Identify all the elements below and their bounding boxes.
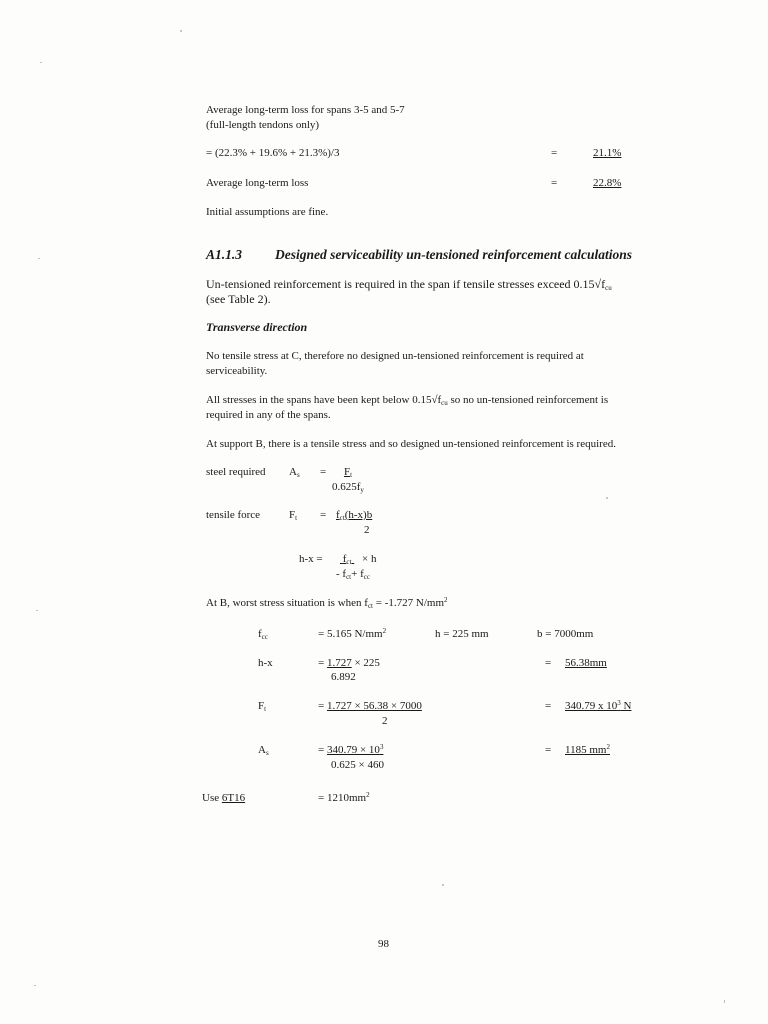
equals-sign: = (551, 177, 558, 189)
avg-overall-value: 22.8% (593, 177, 622, 189)
para2-line2: required in any of the spans. (206, 409, 331, 421)
hx-numerator: $f_{ct}$ (342, 553, 352, 566)
ft-calc-symbol: $F_t$ (258, 700, 267, 713)
equals-sign: = (320, 509, 327, 521)
hx-calc-denominator: 6.892 (331, 671, 356, 683)
hx-symbol: h-x (258, 657, 273, 669)
tensile-denominator: 2 (364, 524, 370, 536)
subheading: Transverse direction (206, 320, 308, 334)
tensile-numerator: $f_{ct}(h-x)b$ (336, 509, 373, 522)
as-calc-symbol: $A_s$ (258, 744, 269, 757)
para1-line2: serviceability. (206, 365, 268, 377)
equals-sign: = (320, 466, 327, 478)
avg-spans-line1: Average long-term loss for spans 3-5 and 5-7 (206, 104, 405, 116)
ft-result: 340.79 x $10^3$ N (565, 699, 632, 712)
worst-stress-line: At B, worst stress situation is when $f_{ct} = -1.727$ $N/mm^2$ (206, 596, 448, 610)
intro-paragraph-line2: (see Table 2). (206, 292, 271, 306)
hx-result: 56.38mm (565, 657, 607, 669)
use-label: Use 6T16 (202, 792, 246, 804)
ft-calc-denominator: 2 (382, 715, 388, 727)
as-symbol: $A_s$ (289, 466, 300, 479)
fcc-value: = 5.165 $N/mm^2$ (318, 627, 387, 640)
para1-line1: No tensile stress at C, therefore no designed un-tensioned reinforcement is required at (206, 350, 584, 362)
equals-sign: = (551, 147, 558, 159)
hx-calc-numerator: = 1.727 × 225 (318, 657, 380, 669)
avg-spans-line2: (full-length tendons only) (206, 119, 320, 131)
avg-spans-value: 21.1% (593, 147, 622, 159)
avg-formula: = (22.3% + 19.6% + 21.3%)/3 (206, 147, 340, 159)
steel-numerator: $F_t$ (343, 466, 353, 479)
steel-required-label: steel required (206, 466, 266, 478)
fcc-symbol: $f_{cc}$ (258, 628, 268, 641)
use-value: = $1210mm^2$ (318, 791, 370, 804)
h-value: h = 225 mm (435, 628, 489, 640)
as-calc-denominator: 0.625 × 460 (331, 759, 384, 771)
as-calc-numerator: = $340.79 \times 10^3$ (318, 743, 384, 756)
equals-sign: = (545, 700, 552, 712)
para3: At support B, there is a tensile stress and so designed un-tensioned reinforcement is required. (206, 438, 616, 450)
page-number: 98 (378, 938, 389, 950)
b-value: b = 7000mm (537, 628, 594, 640)
hx-denominator: - $f_{ct}+ f_{cc}$ (336, 568, 370, 581)
para2-line1: All stresses in the spans have been kept below $0.15√f_{cu}$ so no un-tensioned reinforcement is (206, 394, 609, 407)
steel-denominator: $0.625f_y$ (332, 481, 364, 494)
tensile-force-label: tensile force (206, 509, 261, 521)
equals-sign: = (545, 744, 552, 756)
hx-lhs: h-x = (299, 553, 323, 565)
hx-multiplier: × h (362, 553, 377, 565)
section-title: Designed serviceability un-tensioned reinforcement calculations (275, 247, 632, 262)
ft-symbol: $F_t$ (289, 509, 298, 522)
assumptions-note: Initial assumptions are fine. (206, 206, 329, 218)
equals-sign: = (545, 657, 552, 669)
intro-paragraph-line1: Un-tensioned reinforcement is required in the span if tensile stresses exceed $0.15√f_{cu}$ (206, 277, 612, 292)
as-result: 1185 $mm^2$ (565, 743, 610, 756)
avg-overall-label: Average long-term loss (206, 177, 309, 189)
ft-calc-numerator: = 1.727 × 56.38 × 7000 (318, 700, 422, 712)
section-number: A1.1.3 (206, 247, 243, 262)
